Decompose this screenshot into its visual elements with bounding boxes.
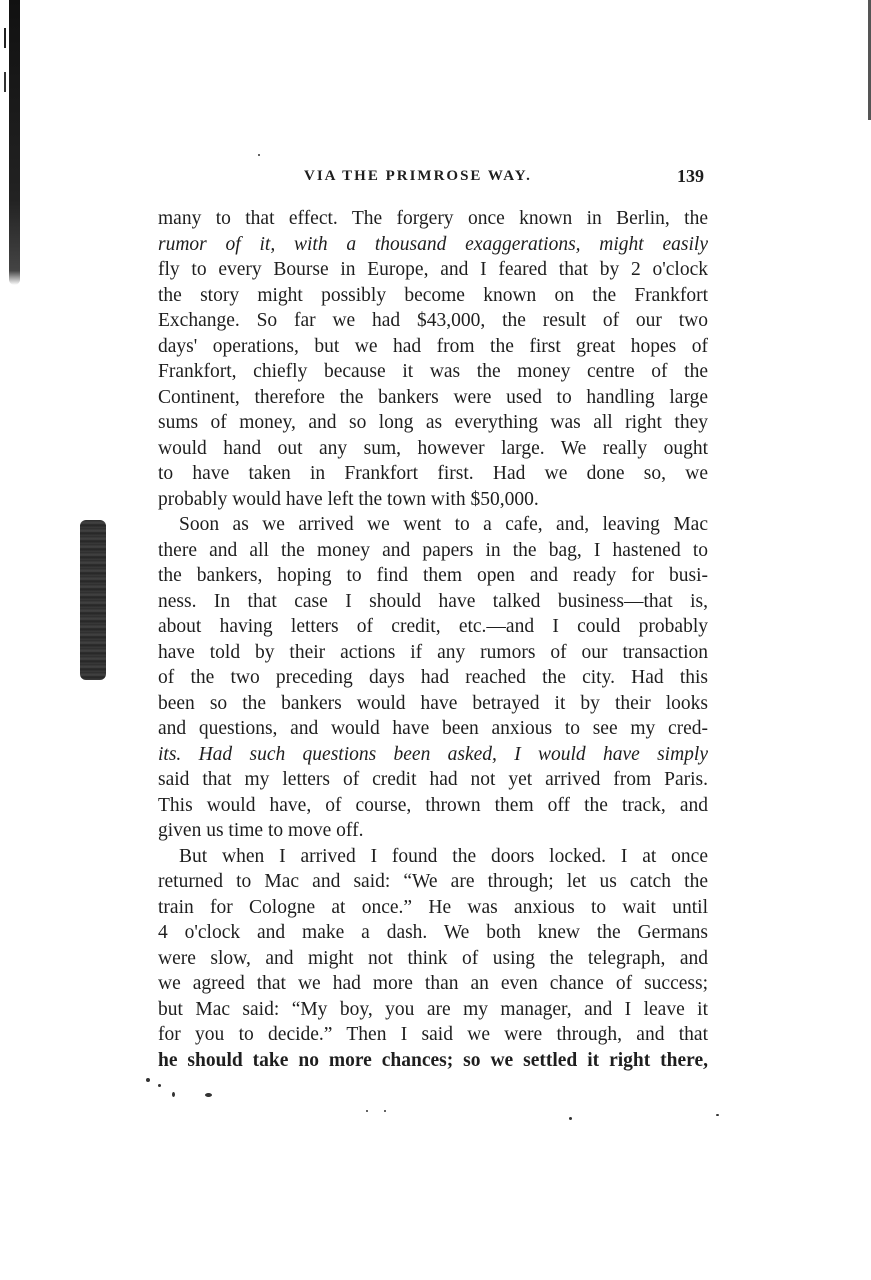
text-line: given us time to move off. [158, 820, 364, 841]
page-number: 139 [677, 166, 704, 186]
text-line: to have taken in Frankfort first. Had we done so, we [158, 463, 708, 484]
text-line: probably would have left the town with $50,000. [158, 488, 539, 510]
text-line: and questions, and would have been anxious to see my cred- [158, 718, 708, 739]
text-line: said that my letters of credit had not yet arrived from Paris. [158, 769, 708, 790]
text-line: sums of money, and so long as everything was all right they [158, 412, 708, 433]
text-line: he should take no more chances; so we settled it right there, [158, 1049, 708, 1071]
text-line: been so the bankers would have betrayed it by their looks [158, 692, 708, 714]
scan-edge-shadow [9, 0, 20, 285]
text-line: there and all the money and papers in the bag, I hastened to [158, 539, 708, 561]
text-line: fly to every Bourse in Europe, and I feared that by 2 o'clock [158, 259, 708, 280]
text-line: have told by their actions if any rumors of our transaction [158, 641, 708, 663]
text-line: Soon as we arrived we went to a cafe, and, leaving Mac [179, 514, 708, 535]
text-line: about having letters of credit, etc.—and I could probably [158, 616, 708, 637]
text-line: train for Cologne at once.” He was anxious to wait until [158, 896, 708, 918]
running-title: VIA THE PRIMROSE WAY. [304, 168, 532, 184]
text-line: days' operations, but we had from the first great hopes of [158, 335, 708, 357]
text-line: were slow, and might not think of using the telegraph, and [158, 947, 708, 969]
text-line: for you to decide.” Then I said we were through, and that [158, 1024, 708, 1045]
text-line: rumor of it, with a thousand exaggerations, might easily [158, 233, 708, 255]
text-line: Continent, therefore the bankers were used to handling large [158, 386, 708, 408]
text-line: many to that effect. The forgery once known in Berlin, the [158, 208, 708, 229]
text-line: would hand out any sum, however large. We really ought [158, 437, 708, 459]
text-line: Exchange. So far we had $43,000, the result of our two [158, 310, 708, 331]
running-header [0, 168, 871, 198]
text-line: But when I arrived I found the doors locked. I at once [179, 845, 708, 867]
text-line: Frankfort, chiefly because it was the money centre of the [158, 361, 708, 382]
text-line: This would have, of course, thrown them off the track, and [158, 794, 708, 816]
text-line: but Mac said: “My boy, you are my manager, and I leave it [158, 998, 708, 1020]
text-line: ness. In that case I should have talked business—that is, [158, 590, 708, 612]
scan-binding-mark [80, 520, 106, 680]
text-line: its. Had such questions been asked, I would have simply [158, 743, 708, 765]
text-line: of the two preceding days had reached the city. Had this [158, 667, 708, 688]
text-line: returned to Mac and said: “We are through; let us catch the [158, 871, 708, 892]
body-text [158, 206, 708, 1073]
text-line: the story might possibly become known on the Frankfort [158, 284, 708, 306]
text-line: we agreed that we had more than an even chance of success; [158, 973, 708, 994]
text-line: 4 o'clock and make a dash. We both knew the Germans [158, 922, 708, 943]
text-line: the bankers, hoping to find them open and ready for busi- [158, 565, 708, 586]
